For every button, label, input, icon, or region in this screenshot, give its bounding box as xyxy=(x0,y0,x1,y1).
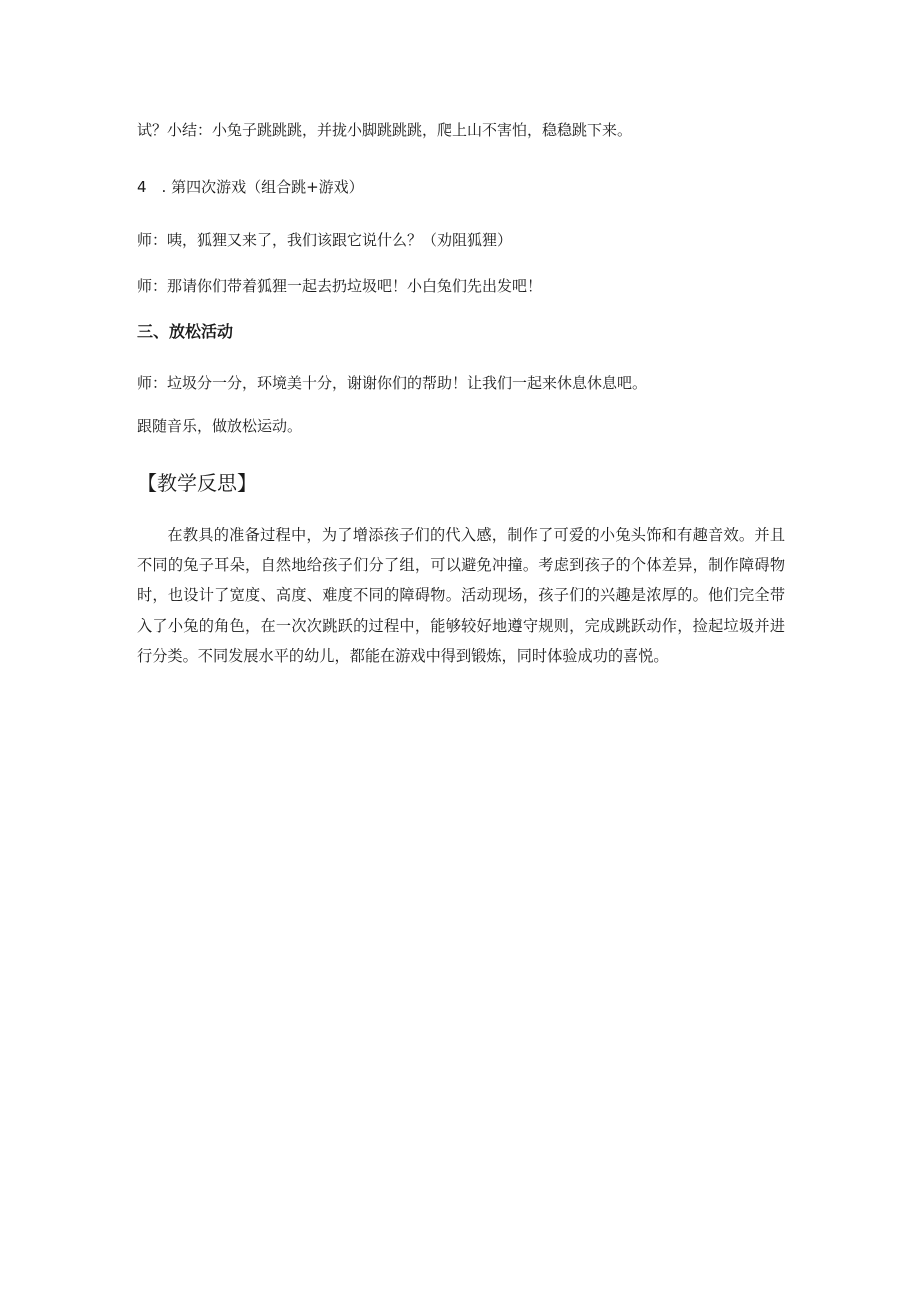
teacher-line-depart: 师：那请你们带着狐狸一起去扔垃圾吧！小白兔们先出发吧！ xyxy=(137,277,543,295)
summary-line: 试？小结：小兔子跳跳跳，并拢小脚跳跳跳，爬上山不害怕，稳稳跳下来。 xyxy=(137,121,633,139)
section-relax-heading: 三、放松活动 xyxy=(137,322,234,341)
game-four-heading: 4 . 第四次游戏（组合跳+游戏） xyxy=(137,178,364,196)
teacher-line-thanks: 师：垃圾分一分，环境美十分，谢谢你们的帮助！让我们一起来休息休息吧。 xyxy=(137,374,648,392)
relax-instruction: 跟随音乐，做放松运动。 xyxy=(137,417,303,435)
reflection-paragraph: 在教具的准备过程中，为了增添孩子们的代入感，制作了可爱的小兔头饰和有趣音效。并且不同的兔子耳朵，自然地给孩子们分了组，可以避免冲撞。考虑到孩子的个体差异，制作障碍物时，也设计了宽度、高度、难度不同的障碍物。活动现场，孩子们的兴趣是浓厚的。他们完全带入了小兔的角色，在一次次跳跃的过程中，能够较好地遵守规则，完成跳跃动作，捡起垃圾并进行分类。不同发展水平的幼儿，都能在游戏中得到锻炼，同时体验成功的喜悦。 xyxy=(137,526,785,665)
teacher-line-fox: 师：咦，狐狸又来了，我们该跟它说什么？（劝阻狐狸） xyxy=(137,231,513,249)
reflection-title: 【教学反思】 xyxy=(137,471,257,495)
